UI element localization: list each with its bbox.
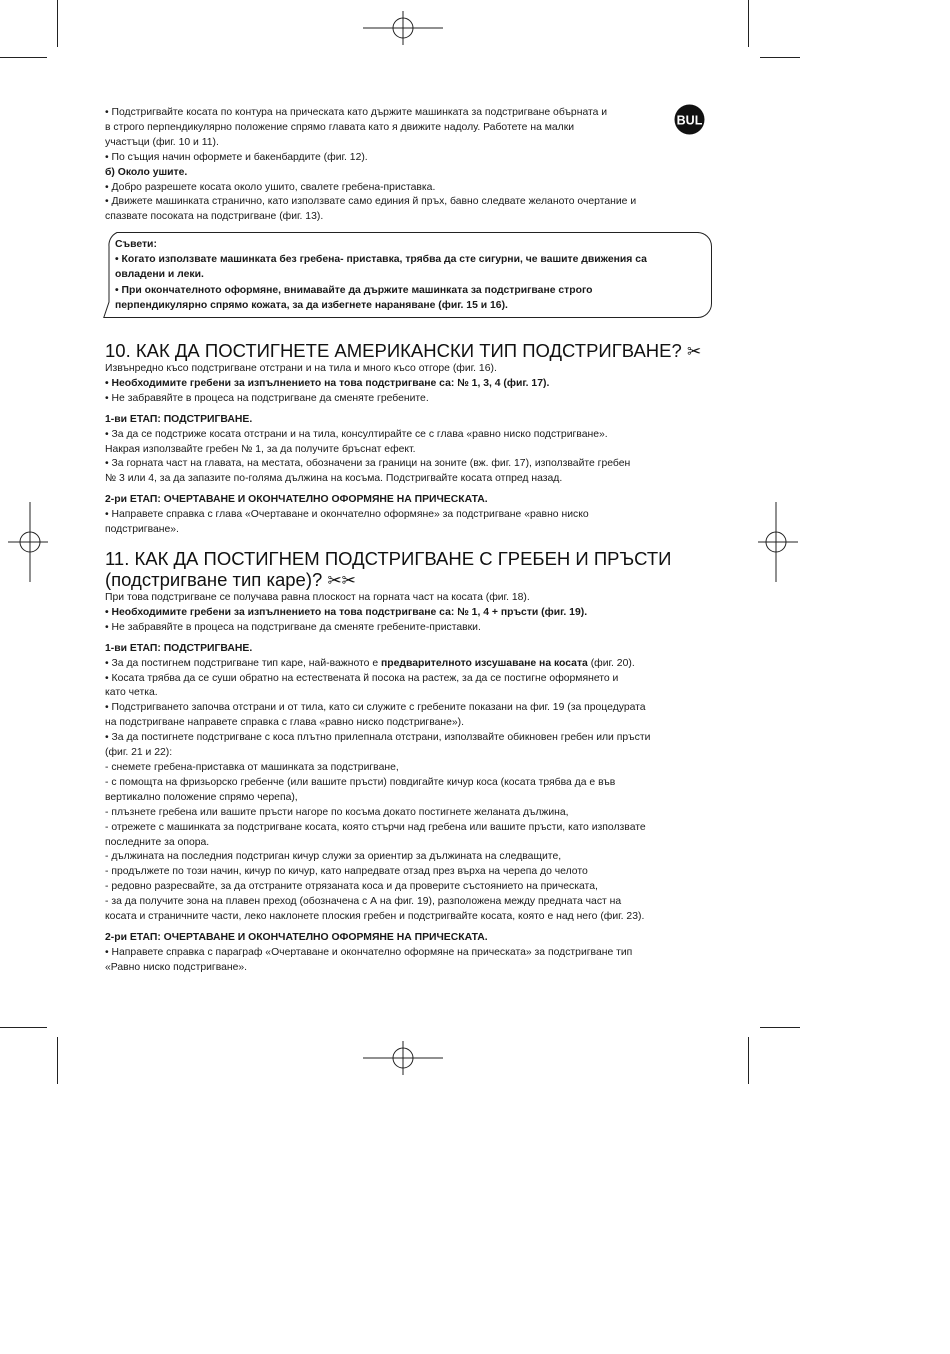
section-11-stage1-line: - с помощта на фризьорско гребенче (или вашите пръсти) повдигайте кичур коса (косата трябва да е във <box>105 776 616 788</box>
section-10-reminder: • Не забравяйте в процеса на подстригване да сменяте гребените. <box>105 392 429 404</box>
crop-mark-top-right-horizontal <box>760 57 800 58</box>
section-11-stage1-line: последните за опора. <box>105 836 210 848</box>
around-ears-title: б) Около ушите. <box>105 166 188 178</box>
section-11-stage1-line: (фиг. 21 и 22): <box>105 747 173 759</box>
section-11-combs: • Необходимите гребени за изпълнението на това подстригване са: № 1, 4 + пръсти (фиг. 19). <box>105 606 588 618</box>
section-10 <box>105 340 705 538</box>
intro-line: • Подстригвайте косата по контура на прическата като държите машинката за подстригване обърната и <box>105 107 608 118</box>
section-11-stage1-line: • Подстригването започва отстрани и от тила, като си служите с гребените показани на фиг. 19 (за процедурата <box>105 702 646 714</box>
section-11-stage1-line: - снемете гребена-приставка от машинката за подстригване, <box>105 761 399 773</box>
section-11-stage1-line: - плъзнете гребена или вашите пръсти нагоре по косъма докато постигнете желаната дължина, <box>105 806 569 818</box>
section-11-stage1-line: • За да постигнете подстригване с коса плътно прилепнала отстрани, използвайте обикновен гребен или пръсти <box>105 732 651 744</box>
crop-mark-bottom-right-horizontal <box>760 1027 800 1028</box>
section-10-stage1-title: 1-ви ЕТАП: ПОДСТРИГВАНЕ. <box>105 413 253 425</box>
section-11-stage1-line: - редовно разресвайте, за да отстраните отрязаната коса и да проверите състоянието на прическата, <box>105 881 598 893</box>
section-10-stage1-line: Накрая използвайте гребен № 1, за да получите бръснат ефект. <box>105 443 416 455</box>
section-10-stage2-line: • Направете справка с глава «Очертаване и окончателно оформяне» за подстригване «равно ниско <box>105 509 589 521</box>
crop-mark-top-right-vertical <box>748 0 749 47</box>
around-ears-line: спазвате посоката на подстригване (фиг. 13). <box>105 211 324 223</box>
registration-mark-top <box>363 11 443 45</box>
registration-mark-bottom <box>363 1041 443 1075</box>
crop-mark-top-left-vertical <box>57 0 58 47</box>
tips-line: • Когато използвате машинката без гребена- приставка, трябва да сте сигурни, че вашите движения са <box>115 254 647 266</box>
crop-mark-bottom-right-vertical <box>748 1037 749 1084</box>
registration-mark-right <box>758 502 798 582</box>
section-10-combs: • Необходимите гребени за изпълнението на това подстригване са: № 1, 3, 4 (фиг. 17). <box>105 377 550 389</box>
section-10-intro: Извънредно късо подстригване отстрани и на тила и много късо отгоре (фиг. 16). <box>105 363 497 374</box>
section-11-heading: 11. КАК ДА ПОСТИГНЕМ ПОДСТРИГВАНЕ С ГРЕБЕН И ПРЪСТИ (подстригване тип каре)? ✂✂ <box>105 548 672 590</box>
tips-line: перпендикулярно спрямо кожата, за да избегнете нараняване (фиг. 15 и 16). <box>115 299 508 311</box>
section-11-stage1-line: • Косата трябва да се суши обратно на естествената й посока на растеж, за да се постигне оформянето и <box>105 672 619 684</box>
section-11-stage1-line: на подстригване направете справка с глава «равно ниско подстригване»). <box>105 717 465 729</box>
language-badge-label: BUL <box>676 113 703 128</box>
section-11-stage2-line: «Равно ниско подстригване». <box>105 961 248 973</box>
section-11-stage2-line: • Направете справка с параграф «Очертаване и окончателно оформяне на прическата» за подстригване тип <box>105 946 633 958</box>
scissors-icon: ✂✂ <box>327 571 356 590</box>
section-11-stage1-title: 1-ви ЕТАП: ПОДСТРИГВАНЕ. <box>105 642 253 654</box>
section-11-stage1-line: - продължете по този начин, кичур по кичур, като напредвате отзад през върха на черепа до челото <box>105 866 588 878</box>
intro-line: в строго перпендикулярно положение спрямо главата като я движите надолу. Работете на малки <box>105 121 575 133</box>
tips-title: Съвети: <box>115 239 157 250</box>
scissors-icon: ✂ <box>686 342 702 361</box>
section-11-stage1-line: като четка. <box>105 687 158 699</box>
section-10-stage1-line: № 3 или 4, за да запазите по-голяма дължина на косъма. Подстригвайте косата отпред назад. <box>105 473 563 485</box>
section-10-stage2-title: 2-ри ЕТАП: ОЧЕРТАВАНЕ И ОКОНЧАТЕЛНО ОФОРМЯНЕ НА ПРИЧЕСКАТА. <box>105 494 488 506</box>
registration-mark-left <box>8 502 48 582</box>
crop-mark-bottom-left-horizontal <box>0 1027 47 1028</box>
section-11-stage1-line: вертикално положение спрямо черепа), <box>105 791 298 803</box>
crop-mark-top-left-horizontal <box>0 57 47 58</box>
tips-box <box>103 232 712 318</box>
tips-line: • При окончателното оформяне, внимавайте да държите машинката за подстригване строго <box>115 284 593 296</box>
intro-line: участъци (фиг. 10 и 11). <box>105 136 219 148</box>
section-11-intro: При това подстригване се получава равна плоскост на горната част на косата (фиг. 18). <box>105 592 530 603</box>
around-ears-line: • Движете машинката странично, като използвате само единия й пръх, бавно следвате желаното очертание и <box>105 196 637 208</box>
section-10-stage2-line: подстригване». <box>105 524 179 536</box>
around-ears-line: • Добро разрешете косата около ушито, свалете гребена-приставка. <box>105 181 436 193</box>
section-11-stage1-line: - за да получите зона на плавен преход (обозначена с А на фиг. 19), разположена между предната част на <box>105 896 622 908</box>
section-11 <box>105 548 705 976</box>
section-11-stage1-line: косата и страничните части, леко наклонете плоския гребен и подстригвайте косата, която е над него (фиг. 23). <box>105 911 645 923</box>
crop-mark-bottom-left-vertical <box>57 1037 58 1084</box>
section-11-stage1-line: - дължината на последния подстриган кичур служи за ориентир за дължината на следващите, <box>105 851 562 863</box>
section-10-stage1-line: • За да се подстриже косата отстрани и на тила, консултирайте се с глава «равно ниско подстригване». <box>105 428 608 440</box>
intro-line: • По същия начин оформете и бакенбардите (фиг. 12). <box>105 151 368 163</box>
section-10-heading: 10. КАК ДА ПОСТИГНЕТЕ АМЕРИКАНСКИ ТИП ПОДСТРИГВАНЕ? ✂ <box>105 340 702 361</box>
section-11-stage1-first: • За да постигнем подстригване тип каре, най-важното е предварителното изсушаване на косата (фиг. 20). <box>105 657 635 669</box>
section-11-stage1-line: - отрежете с машинката за подстригване косата, която стърчи над гребена или вашите пръсти, като използвате <box>105 821 646 833</box>
section-11-stage2-title: 2-ри ЕТАП: ОЧЕРТАВАНЕ И ОКОНЧАТЕЛНО ОФОРМЯНЕ НА ПРИЧЕСКАТА. <box>105 931 488 943</box>
section-10-stage1-line: • За горната част на главата, на местата, обозначени за граници на зоните (вж. фиг. 17), използвайте гребен <box>105 458 631 470</box>
section-11-reminder: • Не забравяйте в процеса на подстригване да сменяте гребените-приставки. <box>105 621 481 633</box>
intro-block <box>105 106 705 225</box>
tips-line: овладени и леки. <box>115 269 204 281</box>
